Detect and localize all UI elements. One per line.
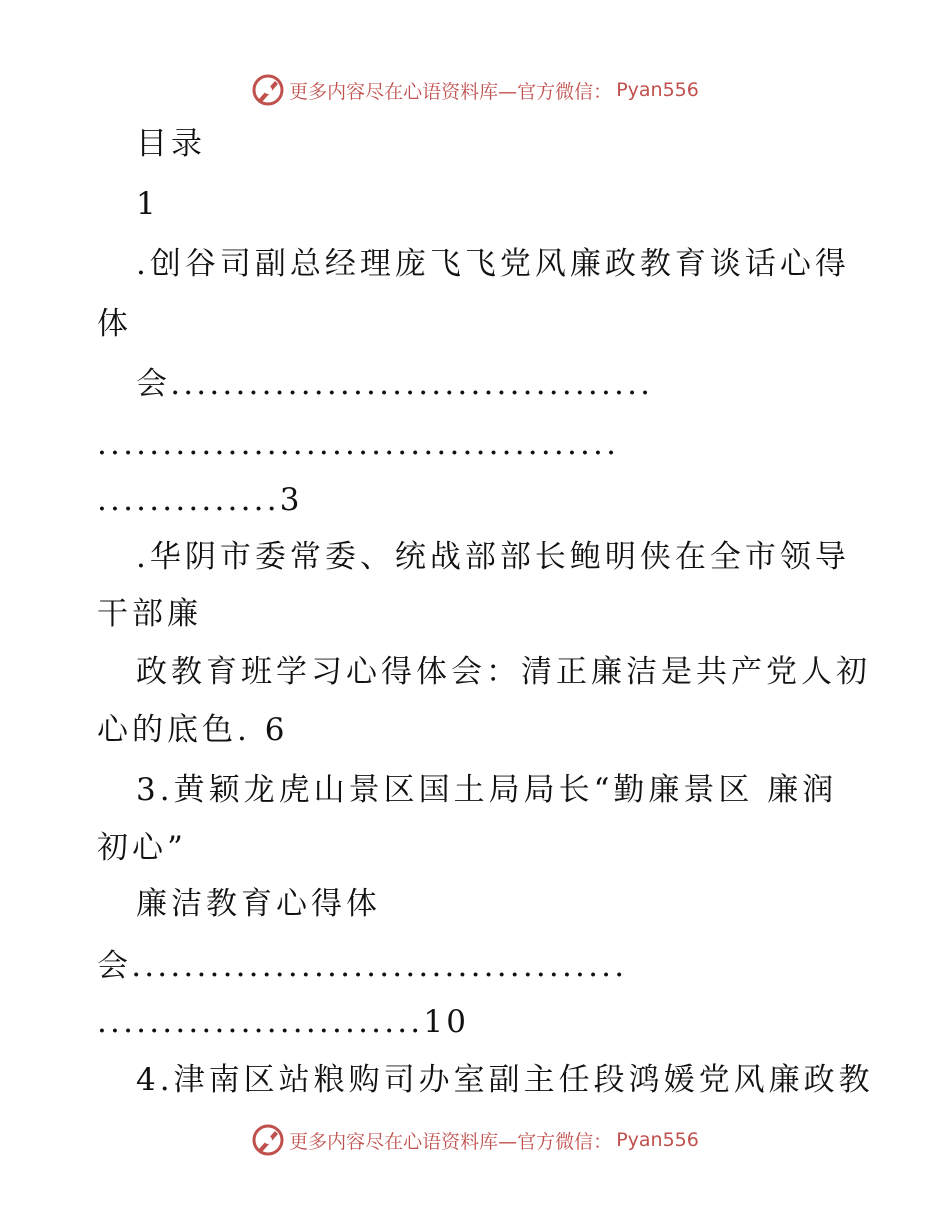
toc-line: .创谷司副总经理庞飞飞党风廉政教育谈话心得: [136, 246, 850, 282]
toc-line: 干部廉: [97, 596, 202, 632]
toc-line: 3.黄颖龙虎山景区国土局局长“勤廉景区 廉润: [136, 772, 838, 808]
pen-logo-icon: [251, 73, 285, 107]
toc-line: ........................................: [97, 426, 620, 462]
toc-line: 初心”: [97, 830, 187, 866]
pen-logo-icon: [251, 1123, 285, 1157]
toc-line: 政教育班学习心得体会：清正廉洁是共产党人初: [136, 654, 871, 690]
toc-line: .华阴市委常委、统战部部长鲍明侠在全市领导: [136, 539, 850, 575]
banner-wechat-id: Pyan556: [616, 79, 699, 101]
toc-line: 体: [97, 306, 132, 342]
toc-line: 会.....................................: [136, 366, 654, 402]
toc-line: 4.津南区站粮购司办室副主任段鸿媛党风廉政教: [136, 1062, 874, 1098]
watermark-banner-top: [0, 70, 950, 110]
toc-line: 心的底色. 6: [97, 712, 289, 748]
banner-text: 更多内容尽在心语资料库—: [289, 80, 518, 103]
banner-wechat-label: 官方微信：: [517, 80, 613, 103]
banner-wechat-label: 官方微信：: [517, 1130, 613, 1153]
watermark-banner-bottom: [0, 1120, 950, 1160]
toc-line: 廉洁教育心得体: [136, 886, 381, 922]
banner-text: 更多内容尽在心语资料库—: [289, 1130, 518, 1153]
banner-wechat-id: Pyan556: [616, 1129, 699, 1151]
toc-line: 会......................................: [97, 948, 628, 984]
toc-line: .........................10: [97, 1004, 470, 1040]
toc-line: 1: [136, 186, 160, 222]
toc-title: 目录: [136, 126, 206, 162]
toc-line: ..............3: [97, 482, 303, 518]
